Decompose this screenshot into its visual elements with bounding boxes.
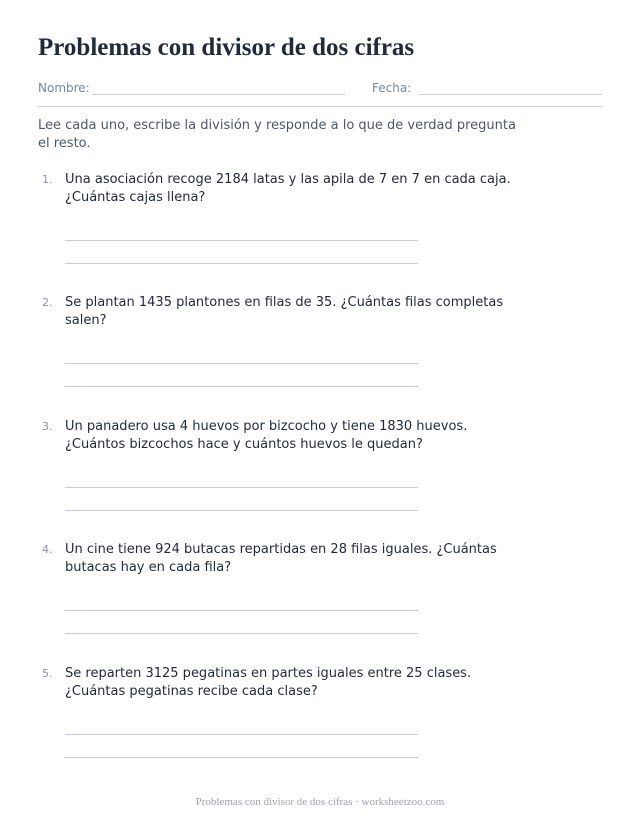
problem-text: Un panadero usa 4 huevos por bizcocho y tiene 1830 huevos. ¿Cuántos bizcochos hace y cuántos huevos le quedan? (65, 419, 468, 452)
problem-number: 4. (42, 543, 53, 556)
answer-line[interactable] (65, 734, 418, 735)
answer-line[interactable] (65, 263, 418, 264)
date-label: Fecha: (372, 81, 412, 95)
name-field[interactable] (92, 94, 345, 95)
date-field[interactable] (419, 94, 602, 95)
problem-text: Una asociación recoge 2184 latas y las apila de 7 en 7 en cada caja. ¿Cuántas cajas llena? (65, 172, 511, 205)
problem-text: Se reparten 3125 pegatinas en partes iguales entre 25 clases. ¿Cuántas pegatinas recibe cada clase? (65, 666, 472, 699)
page-footer: Problemas con divisor de dos cifras · worksheetzoo.com (195, 796, 445, 808)
answer-line[interactable] (65, 240, 418, 241)
problem-number: 3. (42, 420, 53, 433)
problem-number: 5. (42, 667, 53, 680)
page-title: Problemas con divisor de dos cifras (38, 34, 415, 61)
problem-number: 1. (42, 173, 53, 186)
answer-line[interactable] (65, 363, 418, 364)
instructions: Lee cada uno, escribe la división y responde a lo que de verdad pregunta el resto. (38, 118, 516, 151)
answer-line[interactable] (65, 510, 418, 511)
answer-line[interactable] (65, 757, 418, 758)
answer-line[interactable] (65, 633, 418, 634)
answer-line[interactable] (65, 386, 418, 387)
name-label: Nombre: (38, 81, 90, 95)
answer-line[interactable] (65, 487, 418, 488)
answer-line[interactable] (65, 610, 418, 611)
header-divider (38, 106, 602, 107)
problem-number: 2. (42, 296, 53, 309)
problem-text: Un cine tiene 924 butacas repartidas en 28 filas iguales. ¿Cuántas butacas hay en cada fila? (65, 542, 497, 575)
problem-text: Se plantan 1435 plantones en filas de 35. ¿Cuántas filas completas salen? (65, 295, 504, 328)
